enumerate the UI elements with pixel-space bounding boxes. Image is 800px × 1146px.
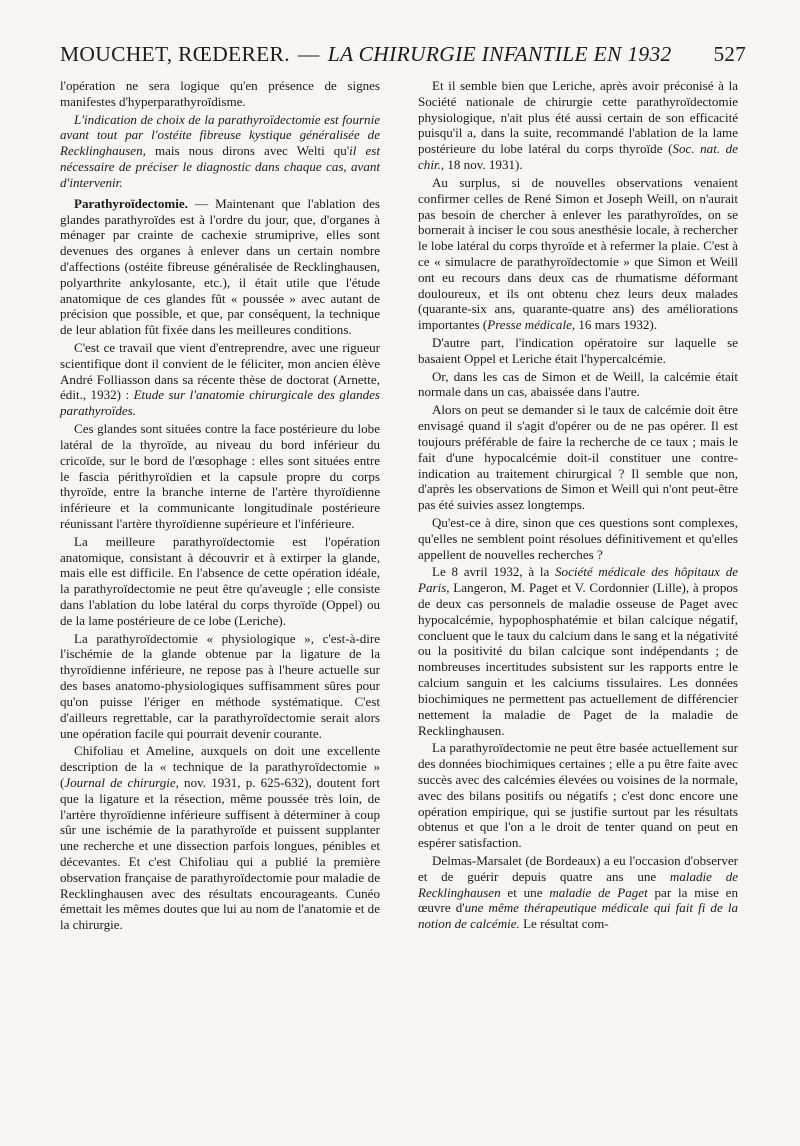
header-separator: — (297, 42, 320, 66)
left-column (60, 78, 380, 935)
page-number: 527 (713, 42, 746, 66)
paragraph: Chifoliau et Ameline, auxquels on doit une excellente description de la « technique de la parathyroïdectomie » (Journal de chirurgie, nov. 1931, p. 625-632), doutent fort que la ligature et la résection, même poussée très loin, de l'artère thyroïdienne inférieure suffisent à déterminer à coup sûr une ischémie de la parathyroïde et puissent supplanter une recherche et une dissection parfois longues, pénibles et décevantes. Et c'est Chifoliau qui a publié la première observation française de parathyroïdectomie pour maladie de Recklinghausen avec des résultats encourageants. Cunéo émettait les mêmes doutes que lui au nom de l'anatomie et de la chirurgie. (60, 743, 380, 933)
paragraph: l'opération ne sera logique qu'en présence de signes manifestes d'hyperparathyroïdisme. (60, 78, 380, 109)
paragraph: Delmas-Marsalet (de Bordeaux) a eu l'occasion d'observer et de guérir depuis quatre ans une maladie de Recklinghausen et une maladie de Paget par la mise en œuvre d'une même thérapeutique médicale qui fait fi de la notion de calcémie. Le résultat com- (418, 853, 739, 932)
paragraph: Qu'est-ce à dire, sinon que ces questions sont complexes, qu'elles ne semblent point résolues définitivement et qu'elles appellent de nouvelles recherches ? (418, 514, 738, 562)
running-header (60, 42, 746, 74)
paragraph: L'indication de choix de la parathyroïdectomie est fournie avant tout par l'ostéite fibreuse kystique généralisée de Recklinghausen, mais nous dirons avec Welti qu'il est nécessaire de préciser le diagnostic dans chaque cas, avant d'intervenir. (60, 111, 380, 190)
paragraph: Au surplus, si de nouvelles observations venaient confirmer celles de René Simon et Joseph Weill, on n'aurait pas besoin de chercher à enlever les parathyroïdes, on se bornerait à inciser le cou sous anesthésie locale, à rechercher le lobe latéral du corps thyroïde et à refermer la plaie. C'est à ce « simulacre de parathyroïdectomie » que Simon et Weill ont eu recours dans deux cas de rhumatisme déformant douloureux, et ils ont obtenu chez leurs deux malades (quarante-six ans, quarante-quatre ans) des améliorations importantes (Presse médicale, 16 mars 1932). (418, 174, 738, 333)
paragraph: D'autre part, l'indication opératoire sur laquelle se basaient Oppel et Leriche était l'hypercalcémie. (418, 335, 738, 366)
section-paragraph-parathyroidectomie: Parathyroïdectomie. — Maintenant que l'ablation des glandes parathyroïdes est à l'ordre du jour, que, d'organes à ménager par crainte de cachexie strumiprive, elles sont devenues des organes à enlever dans un certain nombre d'affections (ostéite fibreuse généralisée de Recklinghausen, polyarthrite ankylosante, etc.), il était utile que l'étude anatomique de ces glandes fût « poussée » avec autant de précision que possible, et que, par conséquent, la technique de leur ablation fût fixée dans les meilleures conditions. (60, 195, 380, 338)
paragraph: C'est ce travail que vient d'entreprendre, avec une rigueur scientifique dont il convient de le féliciter, mon ancien élève André Folliasson dans sa récente thèse de doctorat (Arnette, édit., 1932) : Etude sur l'anatomie chirurgicale des glandes parathyroïdes. (60, 340, 381, 419)
header-authors: MOUCHET, RŒDERER. (60, 42, 290, 66)
paragraph: La parathyroïdectomie ne peut être basée actuellement sur des données biochimiques certaines ; elle a pu être faite avec succès avec des calcémies élevées ou voisines de la normale, avec des bilans positifs ou négatifs ; c'est donc encore une opération empirique, qui se justifie surtout par les résultats obtenus et que l'on a le droit de tenter quand on peut en espérer satisfaction. (418, 740, 738, 851)
paragraph: La parathyroïdectomie « physiologique », c'est-à-dire l'ischémie de la glande obtenue par la ligature de la thyroïdienne inférieure, ne repose pas à l'heure actuelle sur des bases anatomo-physiologiques suffisamment sûres pour qu'on puisse l'ériger en méthode systématique. C'est d'ailleurs regrettable, car la parathyroïdectomie serait alors une opération facile qui pourrait devenir courante. (60, 630, 380, 741)
paragraph: Or, dans les cas de Simon et de Weill, la calcémie était normale dans un cas, abaissée dans l'autre. (418, 368, 738, 400)
paragraph: La meilleure parathyroïdectomie est l'opération anatomique, consistant à découvrir et à extirper la glande, mais elle est difficile. En l'absence de cette opération idéale, la parathyroïdectomie ne peut être qu'aveugle ; elle consiste dans l'ablation du lobe latéral du corps thyroïde (Oppel) ou de la lame postérieure de ce lobe (Leriche). (60, 533, 380, 628)
paragraph: Et il semble bien que Leriche, après avoir préconisé à la Société nationale de chirurgie cette parathyroïdectomie physiologique, n'ait plus été aussi certain de son efficacité puisqu'il a, dans la suite, recommandé l'ablation de la lame postérieure du lobe latéral du corps thyroïde (Soc. nat. de chir., 18 nov. 1931). (418, 78, 738, 173)
paragraph: Alors on peut se demander si le taux de calcémie doit être envisagé quand il s'agit d'opérer ou de ne pas opérer. Il est toujours préférable de faire la recherche de ce taux ; mais le fait d'une hypocalcémie doit-il constituer une contre-indication au traitement chirurgical ? Il semble que non, d'après les observations de Simon et Weill qui n'ont peut-être pas été suivies assez longtemps. (418, 402, 738, 513)
header-journal-title: LA CHIRURGIE INFANTILE EN 1932 (327, 42, 672, 66)
paragraph: Ces glandes sont situées contre la face postérieure du lobe latéral de la thyroïde, au niveau du bord inférieur du cricoïde, sur le bord de l'œsophage : elles sont situées entre le fascia périthyroïdien et la capsule propre du corps thyroïde, entre la branche interne de l'artère thyroïdienne inférieure et la communicante longitudinale postérieure réunissant l'artère thyroïdienne supérieure et l'inférieure. (60, 421, 380, 531)
paragraph: Le 8 avril 1932, à la Société médicale des hôpitaux de Paris, Langeron, M. Paget et V. Cordonnier (Lille), à propos de deux cas personnels de maladie osseuse de Paget avec hypocalcémie, hypophosphatémie et bilan calcique négatif, concluent que le taux du calcium dans le sang et la négativité ou la positivité du bilan calcique sont indépendants ; de nombreuses incertitudes subsistent sur les rapports entre le calcium sanguin et les calciums tissulaires. Les données biochimiques ne permettent pas actuellement de différencier nettement la maladie de Paget de la maladie de Recklinghausen. (418, 564, 739, 738)
right-column (418, 78, 738, 934)
section-heading: Parathyroïdectomie. (74, 195, 188, 211)
